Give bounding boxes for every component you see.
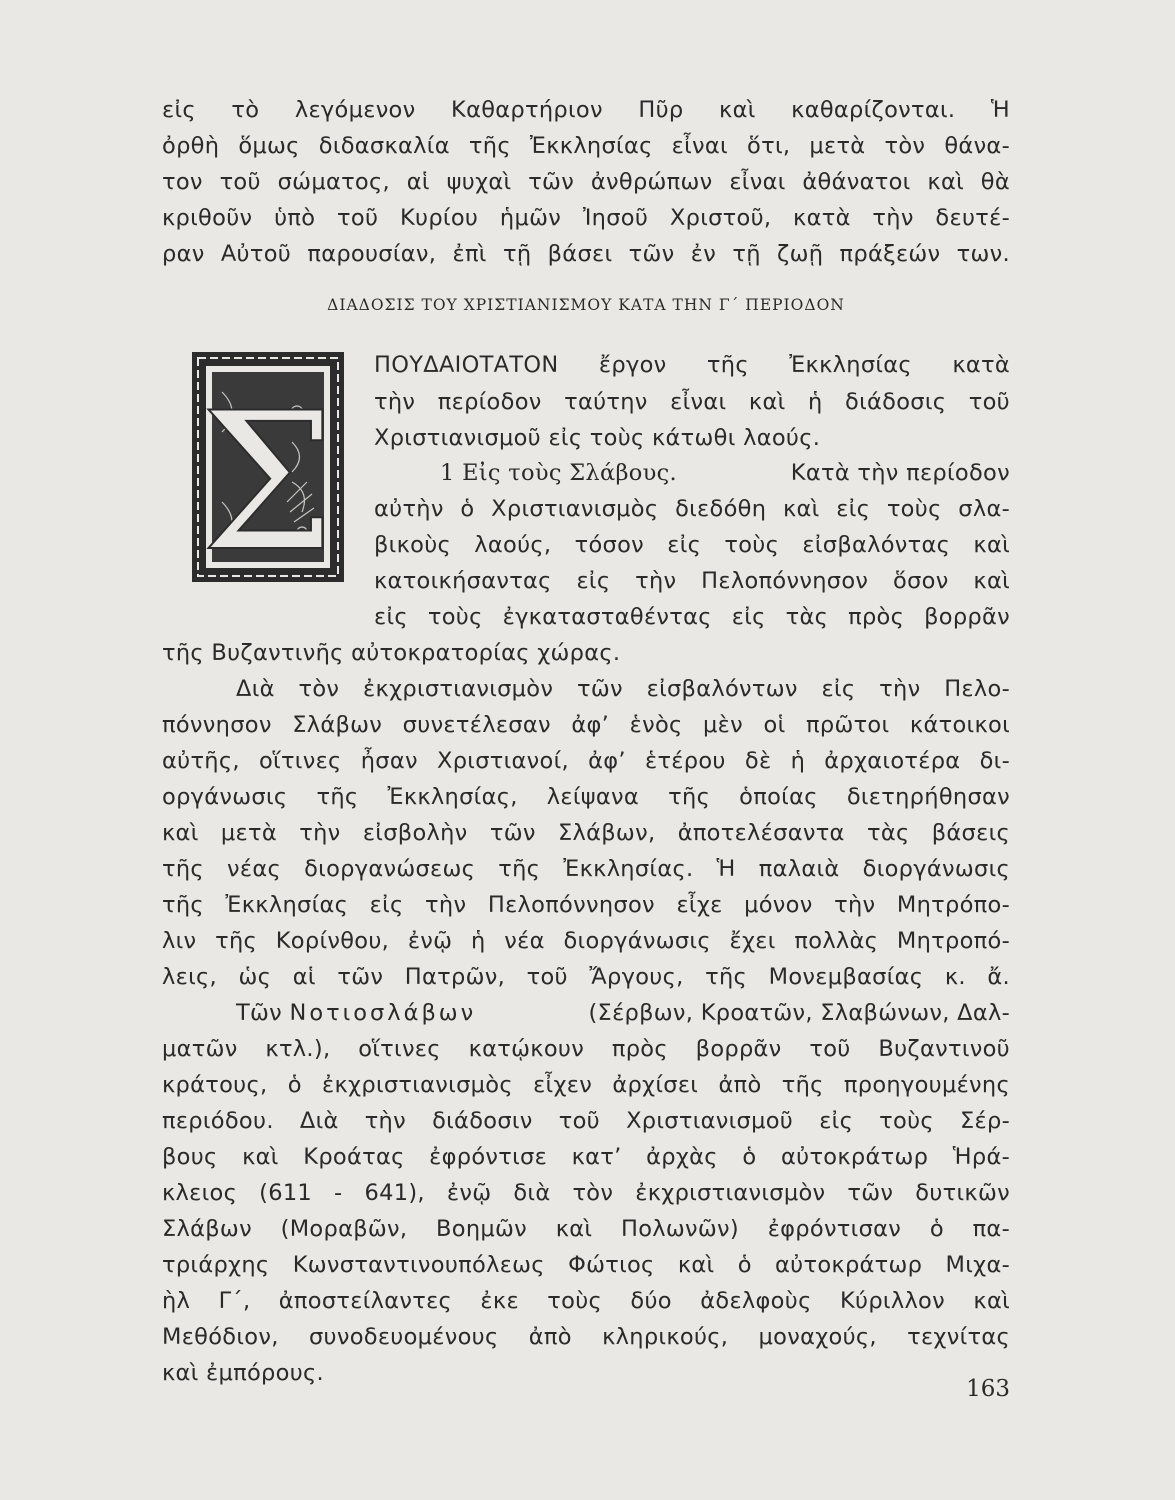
text-line: Χριστιανισμοῦ εἰς τοὺς κάτωθι λαούς. (374, 425, 821, 451)
text-line (236, 998, 1010, 1028)
text-line: Διὰ τὸν ἐκχριστιανισμὸν τῶν εἰσβαλόντων εἰς τὴν Πελο- (236, 676, 1010, 702)
text-line: κλειος (611 - 641), ἐνῷ διὰ τὸν ἐκχριστιανισμὸν τῶν δυτικῶν (162, 1180, 1010, 1206)
initial-letter: Σ (200, 372, 336, 582)
subsection-line (440, 458, 1010, 488)
text-line: ματῶν κτλ.), οἵτινες κατῴκουν πρὸς βορρᾶν τοῦ Βυζαντινοῦ (162, 1036, 1010, 1062)
text-line: ραν Αὐτοῦ παρουσίαν, ἐπὶ τῇ βάσει τῶν ἐν τῇ ζωῇ πράξεών των. (162, 241, 1010, 267)
text-line: τον τοῦ σώματος, αἱ ψυχαὶ τῶν ἀνθρώπων εἶναι ἀθάνατοι καὶ θὰ (162, 169, 1010, 195)
text-line: κράτους, ὁ ἐκχριστιανισμὸς εἶχεν ἀρχίσει ἀπὸ τῆς προηγουμένης (162, 1072, 1010, 1098)
text-fragment: Τῶν (236, 1000, 283, 1026)
text-line: κατοικήσαντας εἰς τὴν Πελοπόννησον ὅσον καὶ (374, 568, 1010, 594)
text-line: βικοὺς λαούς, τόσον εἰς τοὺς εἰσβαλόντας καὶ (374, 532, 1010, 558)
decorative-initial-icon (192, 352, 344, 582)
text-line: καὶ μετὰ τὴν εἰσβολὴν τῶν Σλάβων, ἀποτελέσαντα τὰς βάσεις (162, 820, 1010, 846)
text-line: τὴν περίοδον ταύτην εἶναι καὶ ἡ διάδοσις τοῦ (374, 389, 1010, 415)
text-line: τῆς νέας διοργανώσεως τῆς Ἐκκλησίας. Ἡ παλαιὰ διοργάνωσις (162, 856, 1010, 882)
text-line: βους καὶ Κροάτας ἐφρόντισε κατ’ ἀρχὰς ὁ αὐτοκράτωρ Ἡρά- (162, 1144, 1010, 1170)
text-fragment: Κατὰ τὴν περίοδον (790, 460, 1010, 486)
text-line: ὀρθὴ ὅμως διδασκαλία τῆς Ἐκκλησίας εἶναι ὅτι, μετὰ τὸν θάνα- (162, 133, 1010, 159)
page-number: 163 (966, 1376, 1010, 1402)
spaced-term: Νοτιοσλάβων (289, 1000, 477, 1026)
text-line: αὐτὴν ὁ Χριστιανισμὸς διεδόθη καὶ εἰς τοὺς σλα- (374, 496, 1010, 522)
text-line: τῆς Βυζαντινῆς αὐτοκρατορίας χώρας. (162, 640, 621, 666)
text-line: λιν τῆς Κορίνθου, ἐνῷ ἡ νέα διοργάνωσις ἔχει πολλὰς Μητροπό- (162, 928, 1010, 954)
text-fragment (236, 998, 476, 1028)
text-line: εἰς τὸ λεγόμενον Καθαρτήριον Πῦρ καὶ καθαρίζονται. Ἡ (162, 97, 1010, 123)
text-line: περιόδου. Διὰ τὴν διάδοσιν τοῦ Χριστιανισμοῦ εἰς τοὺς Σέρ- (162, 1108, 1010, 1134)
text-line: πόννησον Σλάβων συνετέλεσαν ἀφ’ ἑνὸς μὲν οἱ πρῶτοι κάτοικοι (162, 712, 1010, 738)
text-line: κριθοῦν ὑπὸ τοῦ Κυρίου ἡμῶν Ἰησοῦ Χριστοῦ, κατὰ τὴν δευτέ- (162, 205, 1010, 231)
text-line: τριάρχης Κωνσταντινουπόλεως Φώτιος καὶ ὁ αὐτοκράτωρ Μιχα- (162, 1252, 1010, 1278)
text-line: ΠΟΥΔΑΙΟΤΑΤΟΝ ἔργον τῆς Ἐκκλησίας κατὰ (374, 352, 1010, 378)
text-line: αὐτῆς, οἵτινες ἦσαν Χριστιανοί, ἀφ’ ἑτέρου δὲ ἡ ἀρχαιοτέρα δι- (162, 748, 1010, 774)
text-line: τῆς Ἐκκλησίας εἰς τὴν Πελοπόννησον εἶχε μόνον τὴν Μητρόπο- (162, 892, 1010, 918)
text-line: λεις, ὡς αἱ τῶν Πατρῶν, τοῦ Ἄργους, τῆς Μονεμβασίας κ. ἄ. (162, 964, 1010, 990)
text-line: εἰς τοὺς ἐγκατασταθέντας εἰς τὰς πρὸς βορρᾶν (374, 604, 1010, 630)
text-fragment: (Σέρβων, Κροατῶν, Σλαβώνων, Δαλ- (588, 1000, 1010, 1026)
subsection-title: Εἰς τοὺς Σλάβους. (462, 460, 677, 486)
text-line: οργάνωσις τῆς Ἐκκλησίας, λείψανα τῆς ὁποίας διετηρήθησαν (162, 784, 1010, 810)
text-line: καὶ ἐμπόρους. (162, 1360, 324, 1386)
text-line: Σλάβων (Μοραβῶν, Βοημῶν καὶ Πολωνῶν) ἐφρόντισαν ὁ πα- (162, 1216, 1010, 1242)
subsection-number: 1 (440, 460, 455, 486)
text-line: Μεθόδιον, συνοδευομένους ἀπὸ κληρικούς, μοναχούς, τεχνίτας (162, 1324, 1010, 1350)
section-heading: ΔΙΑΔΟΣΙΣ ΤΟΥ ΧΡΙΣΤΙΑΝΙΣΜΟΥ ΚΑΤΑ ΤΗΝ Γ΄ ΠΕΡΙΟΔΟΝ (327, 296, 845, 314)
text-line: ὴλ Γ΄, ἀποστείλαντες ἐκε τοὺς δύο ἀδελφοὺς Κύριλλον καὶ (162, 1288, 1010, 1314)
